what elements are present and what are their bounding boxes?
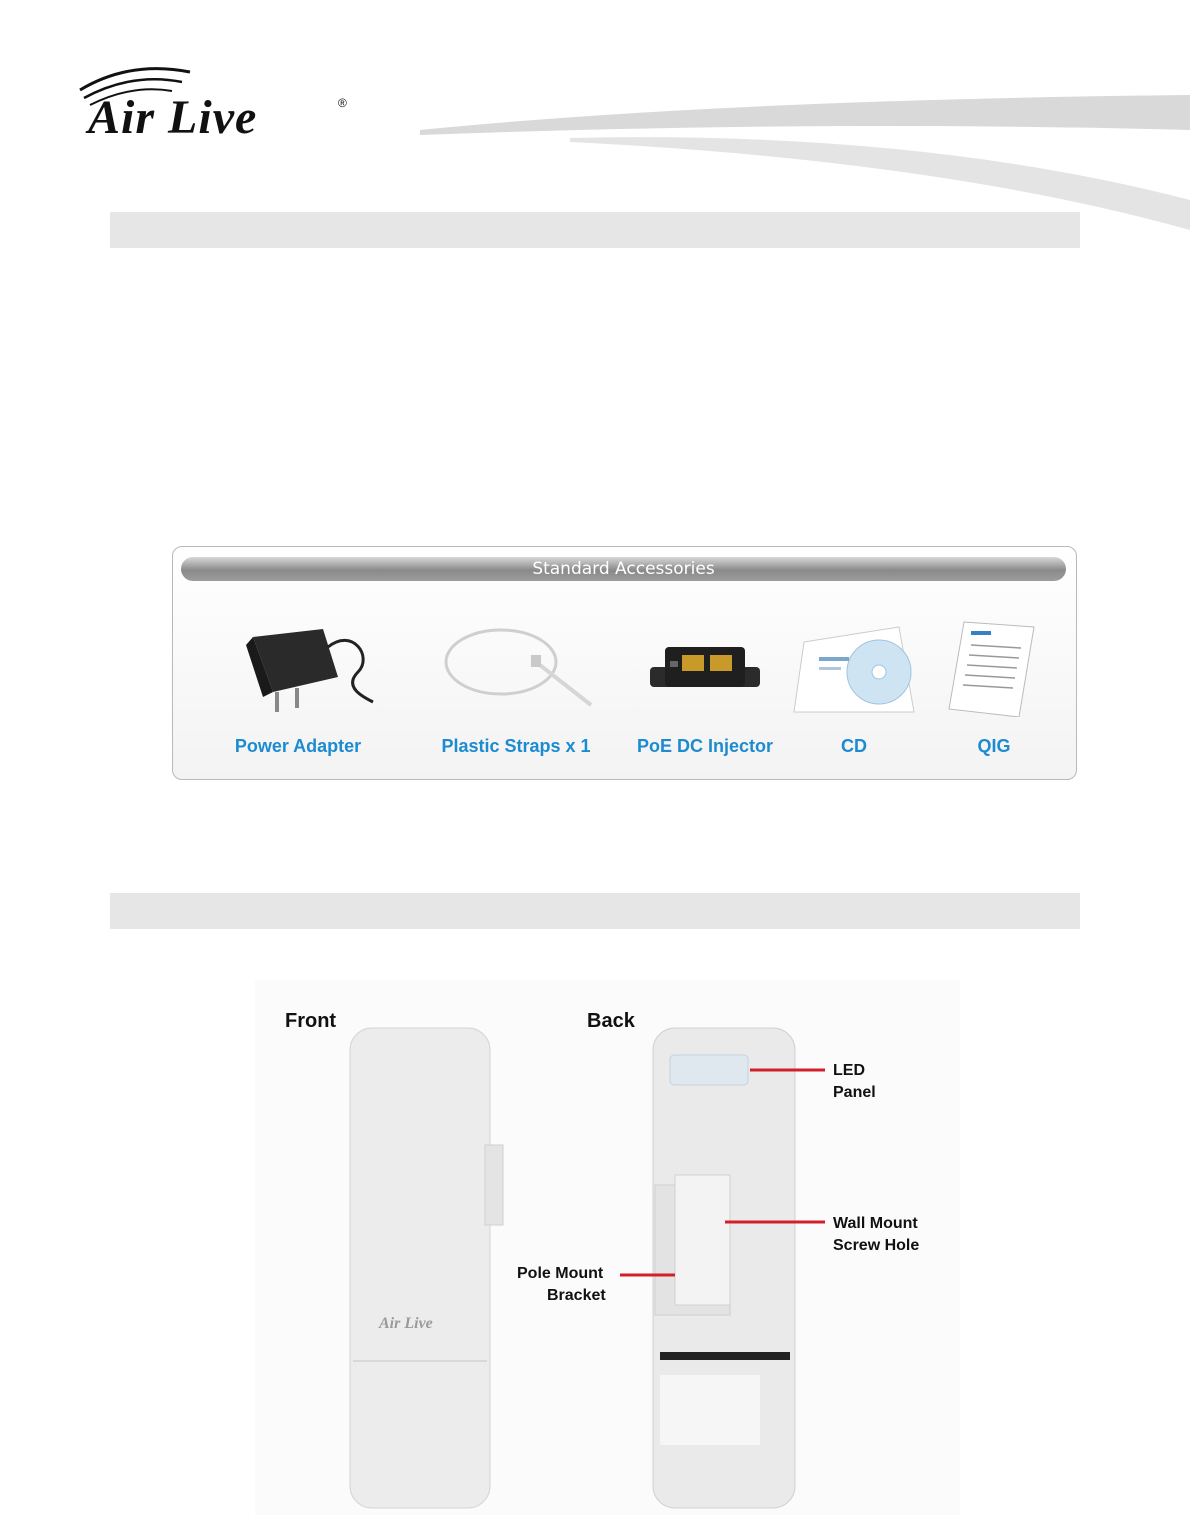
accessory-label: Plastic Straps x 1 xyxy=(441,736,591,756)
accessory-label: CD xyxy=(841,736,867,756)
accessory-poe-injector xyxy=(620,617,790,757)
section-header-bar xyxy=(110,212,1080,248)
callout-led-panel-line1: LED xyxy=(833,1062,865,1079)
qig-icon xyxy=(909,617,1079,717)
back-label: Back xyxy=(587,1010,635,1032)
callout-wall-mount-line1: Wall Mount xyxy=(833,1215,918,1232)
standard-accessories-panel xyxy=(172,546,1077,780)
section-header-bar xyxy=(110,893,1080,929)
plastic-strap-icon xyxy=(431,617,601,717)
poe-injector-icon xyxy=(620,617,790,717)
accessory-plastic-straps xyxy=(431,617,601,757)
accessory-label: Power Adapter xyxy=(234,736,362,756)
accessory-label: PoE DC Injector xyxy=(636,736,774,756)
power-adapter-icon xyxy=(213,617,383,717)
callout-wall-mount-line2: Screw Hole xyxy=(833,1237,920,1254)
callout-led-panel-line2: Panel xyxy=(833,1084,876,1101)
logo-text: Air Live xyxy=(88,91,258,144)
airlive-logo xyxy=(70,60,370,150)
registered-mark: ® xyxy=(338,96,347,110)
accessory-power-adapter xyxy=(213,617,383,757)
front-label: Front xyxy=(285,1010,337,1032)
accessories-header xyxy=(181,557,1066,581)
callout-pole-mount-line1: Pole Mount xyxy=(517,1265,604,1282)
callout-pole-mount-line2: Bracket xyxy=(547,1287,606,1304)
accessory-qig xyxy=(909,617,1079,757)
front-logo: Air Live xyxy=(379,1315,433,1332)
accessory-label: QIG xyxy=(977,736,1011,756)
device-photo xyxy=(255,980,960,1515)
accessories-title: Standard Accessories xyxy=(532,559,715,579)
